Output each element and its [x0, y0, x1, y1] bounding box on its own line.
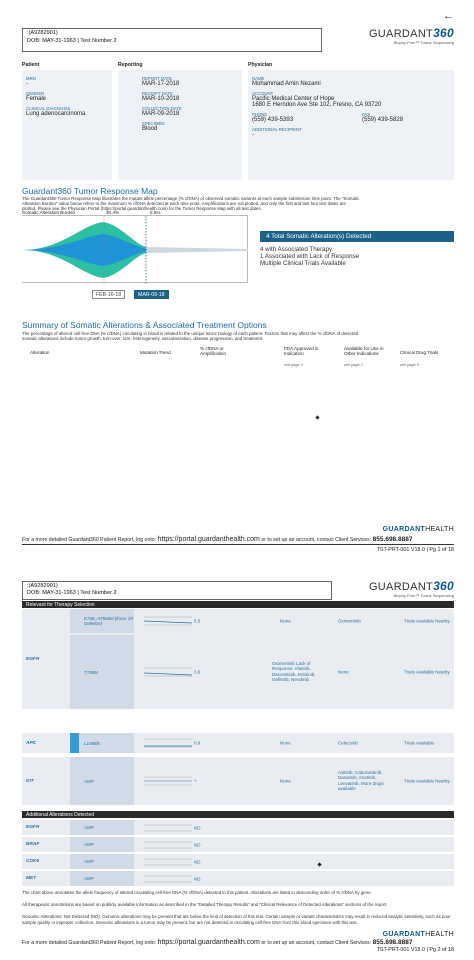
clinical-trials-line: Multiple Clinical Trials Available: [260, 260, 346, 267]
diagnosis-value: Lung adenocarcinoma: [26, 111, 86, 117]
table-row-braf-amp: BRAF AMP ND: [22, 837, 454, 852]
blue-stripe: [70, 733, 79, 753]
other-value: Celecoxib: [338, 740, 358, 746]
table-row-met-amp: MET AMP ND: [22, 871, 454, 886]
reporting-heading: Reporting: [118, 62, 143, 68]
burden-value-2: 5.5%: [150, 210, 161, 215]
mutation-name: T790M: [70, 635, 134, 709]
col-fda: FDA Approved in Indication: [284, 346, 319, 357]
cfdna-value: +: [194, 778, 197, 784]
relevant-for-therapy-heading: Relevant for Therapy Selection: [22, 601, 454, 608]
other-value: None: [338, 669, 349, 675]
client-services-phone: 855.698.8887: [372, 536, 413, 543]
other-see-page: see page 3: [344, 363, 363, 367]
table-row-cdk6-amp: CDK6 AMP ND: [22, 854, 454, 869]
specimen-value: Blood: [142, 126, 158, 132]
stream-right: [146, 247, 248, 253]
fda-value: None: [280, 740, 291, 746]
additional-recipient: -: [252, 132, 254, 138]
response-map-title: Guardant360 Tumor Response Map: [22, 186, 158, 196]
guardant360-logo: GUARDANT360 Biopsy-Free™ Tumor Sequencing: [368, 26, 454, 45]
trend-sparkline: [140, 838, 196, 852]
burden-value-1: 30.4%: [106, 210, 120, 215]
guardant-health-logo: GUARDANTHEALTH: [382, 526, 454, 533]
cfdna-value: ND: [194, 875, 201, 881]
report-page-1: [22, 10, 454, 560]
trend-sparkline: [140, 821, 196, 835]
cfdna-value: ND: [194, 841, 201, 847]
fda-value: Osimertinib Lack of Response: Afatinib, Dacomitinib, Erlotinib, Gefitinib, Neratinib: [272, 661, 316, 683]
cfdna-value: 0.9: [194, 740, 201, 746]
report-date: MAR-17-2018: [142, 81, 180, 87]
guardant-health-logo-2: GUARDANTHEALTH: [382, 931, 454, 938]
gene-name: KIT: [26, 778, 34, 784]
response-map-desc-2: Alteration Burden" value below refers to the maximum % cfDNA detected at each time point. Amplifications are not plotted, and only the first and last four test dates are: [22, 201, 346, 206]
table-row-egfr-t790m: [70, 635, 454, 709]
fda-see-page: see page 3: [284, 363, 303, 367]
stray-mark: [315, 415, 319, 419]
patient-heading: Patient: [22, 62, 40, 68]
page-number-1: TST-PRT-001 V18.0 | Pg 1 of 18: [376, 547, 454, 553]
patient-panel: MRN - GENDER Female CLINICAL DIAGNOSIS Lung adenocarcinoma: [22, 70, 112, 180]
phone-value: (559) 439-5393: [252, 117, 294, 123]
tumor-response-map: [22, 215, 248, 283]
guardant360-logo-2: GUARDANT360 Biopsy-Free™ Tumor Sequencing: [368, 579, 454, 598]
note-not-detected: Genomic Alterations: Not Detected (ND). Genomic alterations may be present that are below the limit of detection of this test. Certain sample or variant characteristics may result in reduced analytic sensitivity, such as poor sample quality or improper collection. Genomic alterations in a tumor may be present, but are not detected in circulating cell-free DNA from this blood specimen with this test.: [22, 914, 451, 925]
other-value: Axitinib, Cabozantinib, Dasatinib, Imatinib, Lenvatinib, More drugs available: [338, 770, 384, 792]
stream-inner: [22, 234, 104, 266]
trials-value: Trials Available Nearby: [404, 669, 450, 675]
table-row-kit: [22, 757, 454, 805]
trend-sparkline: [140, 855, 196, 869]
trials-value: Trials Available Nearby: [404, 618, 450, 624]
gene-name: EGFR: [26, 656, 40, 662]
footer-line: For a more detailed Guardant360 Patient Report, log onto: https://portal.guardanthealth.com or to set up an account, contact Client Services: 855.698.8887: [22, 536, 413, 543]
mutation-name: E746_A750del (Exon 19 Deletion): [70, 609, 134, 633]
trend-sparkline: [140, 774, 196, 788]
fda-value: None: [280, 778, 291, 784]
table-row-apc: [22, 733, 454, 753]
portal-link[interactable]: https://portal.guardanthealth.com: [157, 536, 260, 543]
cfdna-value: ND: [194, 858, 201, 864]
summary-desc-1: The percentage of altered cell-free DNA (% cfDNA) circulating in blood is related to the unique tumor biology of each patient. Factors that may affect the % cfDNA of detected: [22, 331, 359, 336]
mutation-name: L1488fs: [79, 733, 134, 753]
account-address: 1680 E Herndon Ave Ste 102, Fresno, CA 93720: [252, 102, 382, 108]
trials-value: Trials Available: [404, 740, 435, 746]
portal-link-2[interactable]: https://portal.guardanthealth.com: [157, 939, 260, 946]
lack-of-response-line: 1 Associated with Lack of Response: [260, 253, 360, 260]
table-row-egfr-amp: EGFR AMP ND: [22, 820, 454, 835]
gene-name: APC: [26, 740, 37, 746]
table-row-egfr-del: [70, 609, 454, 633]
mrn-value: -: [26, 81, 28, 87]
trend-sparkline: [140, 665, 196, 679]
footer-line-2: For a more detailed Guardant360 Patient Report, log onto: https://portal.guardanthealth.com or to set up an account, contact Client Services: 855.698.8887: [22, 939, 413, 946]
fda-value: None: [280, 618, 291, 624]
trend-sparkline: [140, 614, 196, 628]
patient-header-box: [22, 28, 322, 52]
summary-desc-2: somatic alterations include tumor growth, turn-over, size, heterogeneity, vascularization, disease progression, and treatment.: [22, 336, 264, 341]
physician-heading: Physician: [248, 62, 273, 68]
gender-value: Female: [26, 96, 47, 102]
physician-panel: NAME Mohammad Amin Nezami ACCOUNT Pacific Medical Center of Hope 1680 E Herndon Ave Ste 102, Fresno, CA 93720 PHONE (559) 439-5393 FAX (559) 439-5828 ADDITIONAL RECIPIENT -: [248, 70, 454, 180]
footer-divider: [22, 544, 454, 545]
col-alteration: Alteration: [30, 350, 50, 355]
cfdna-value: 3.6: [194, 669, 201, 675]
page-number-2: TST-PRT-001 V18.0 | Pg 2 of 18: [376, 947, 454, 953]
reporting-panel: REPORT DATE MAR-17-2018 RECEIPT DATE MAR-10-2018 COLLECTION DATE MAR-09-2018 SPECIMEN Blood: [118, 70, 242, 180]
trials-see-page: see page 9: [400, 363, 419, 367]
physician-name: Mohammad Amin Nezami: [252, 81, 321, 87]
fax-value: (559) 439-5828: [362, 117, 404, 123]
collection-date: MAR-09-2018: [142, 111, 180, 117]
timepoint-date-2: MAR-09-18: [134, 290, 169, 299]
timepoint-date-1: FEB-16-18: [92, 290, 125, 299]
trend-sparkline: [140, 736, 196, 750]
total-alterations-banner: 4 Total Somatic Alteration(s) Detected: [260, 231, 454, 242]
mutation-name: AMP: [70, 757, 134, 805]
dob-line: DOB: MAY-31-1963 | Test Number 2: [27, 38, 117, 44]
cfdna-value: 5.5: [194, 618, 201, 624]
response-map-desc-3: plotted. Please see the Physician Portal (https://portal.guardanthealth.com) for the Tumor Response Map with all test dates.: [22, 206, 262, 211]
col-cfdna: % cfDNA or Amplification: [200, 346, 227, 357]
receipt-date: MAR-10-2018: [142, 96, 180, 102]
other-value: Osimertinib: [338, 618, 361, 624]
patient-header-box-2: :(A9282901) DOB: MAY-31-1963 | Test Number 2: [22, 581, 332, 600]
account-name: Pacific Medical Center of Hope: [252, 96, 335, 102]
trials-value: Trials Available Nearby: [404, 778, 450, 784]
patient-id: :(A9282901): [27, 30, 58, 36]
note-annotations: All therapeutic annotations are based on publicly available information as described in the "Detailed Therapy Results" and "Clinical Relevance of Detected Alterations" sections of the report.: [22, 902, 388, 907]
col-mutation-trend: Mutation Trend: [140, 350, 171, 355]
col-trials: Clinical Drug Trials: [400, 350, 439, 355]
associated-therapy-line: 4 with Associated Therapy: [260, 246, 333, 253]
response-map-desc-1: The Guardant360 Tumor Response Map illustrates the mutant allele percentage (% cfDNA) of observed somatic variants at each sample submission time point. The "Somatic: [22, 196, 360, 201]
trend-sparkline: [140, 872, 196, 886]
summary-title: Summary of Somatic Alterations & Associated Treatment Options: [22, 320, 267, 330]
cfdna-value: ND: [194, 824, 201, 830]
burden-label: Somatic Alteration Burden: [22, 210, 76, 215]
response-stream-chart: [22, 216, 248, 284]
patient-info-section: [22, 62, 454, 180]
note-chart: The chart above annotates the allele frequency of altered circulating cell-free DNA (% cfDNA) detected in this patient. Alterations are listed in descending order of % cfDNA by gene.: [22, 890, 372, 895]
additional-alterations-heading: Additional Alterations Detected: [22, 811, 454, 818]
handwritten-mark: ←: [443, 10, 454, 22]
col-other: Available for Use in Other Indications: [344, 346, 384, 357]
report-page-2: [22, 575, 454, 955]
